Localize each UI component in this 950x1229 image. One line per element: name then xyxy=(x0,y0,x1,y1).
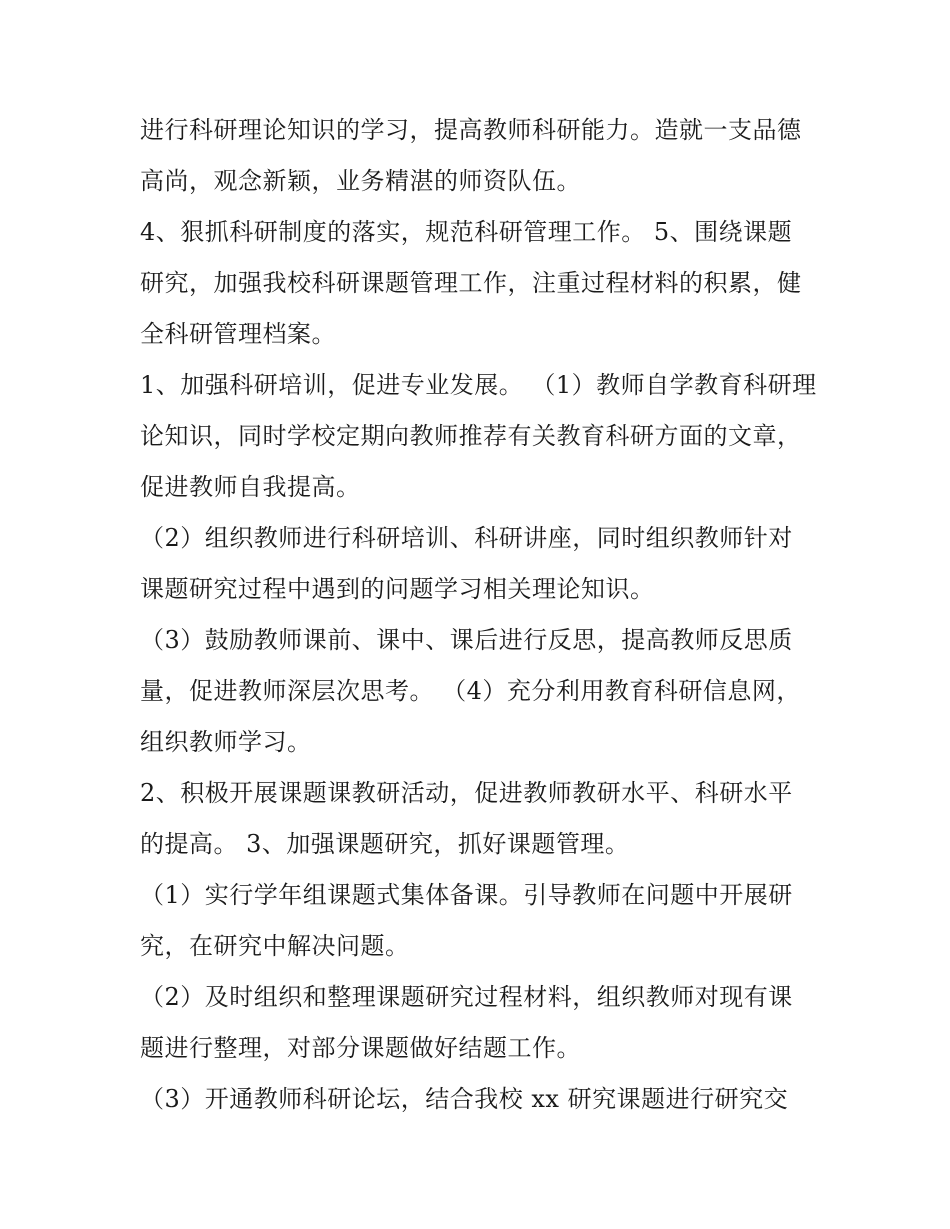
text-line-1: 进行科研理论知识的学习，提高教师科研能力。造就一支品德 xyxy=(140,116,802,144)
text-line-11: （3）鼓励教师课前、课中、课后进行反思，提高教师反思质 xyxy=(140,626,793,654)
text-line-8: 促进教师自我提高。 xyxy=(140,473,361,501)
text-line-9: （2）组织教师进行科研培训、科研讲座，同时组织教师针对 xyxy=(140,524,793,552)
text-line-17: 究，在研究中解决问题。 xyxy=(140,932,410,960)
text-line-12: 量，促进教师深层次思考。 （4）充分利用教育科研信息网， xyxy=(140,677,801,705)
text-line-6: 1、加强科研培训，促进专业发展。 （1）教师自学教育科研理 xyxy=(140,371,817,399)
text-line-13: 组织教师学习。 xyxy=(140,728,312,756)
text-line-5: 全科研管理档案。 xyxy=(140,320,336,348)
text-line-16: （1）实行学年组课题式集体备课。引导教师在问题中开展研 xyxy=(140,881,793,909)
text-line-19: 题进行整理，对部分课题做好结题工作。 xyxy=(140,1034,581,1062)
text-line-4: 研究，加强我校科研课题管理工作，注重过程材料的积累，健 xyxy=(140,269,802,297)
text-line-20: （3）开通教师科研论坛，结合我校 xx 研究课题进行研究交 xyxy=(140,1085,789,1113)
text-line-14: 2、积极开展课题课教研活动，促进教师教研水平、科研水平 xyxy=(140,779,793,807)
text-line-7: 论知识，同时学校定期向教师推荐有关教育科研方面的文章， xyxy=(140,422,802,450)
text-line-15: 的提高。 3、加强课题研究，抓好课题管理。 xyxy=(140,830,630,858)
text-line-10: 课题研究过程中遇到的问题学习相关理论知识。 xyxy=(140,575,655,603)
text-line-2: 高尚，观念新颖，业务精湛的师资队伍。 xyxy=(140,167,581,195)
text-line-3: 4、狠抓科研制度的落实，规范科研管理工作。 5、围绕课题 xyxy=(140,218,793,246)
text-line-18: （2）及时组织和整理课题研究过程材料，组织教师对现有课 xyxy=(140,983,793,1011)
